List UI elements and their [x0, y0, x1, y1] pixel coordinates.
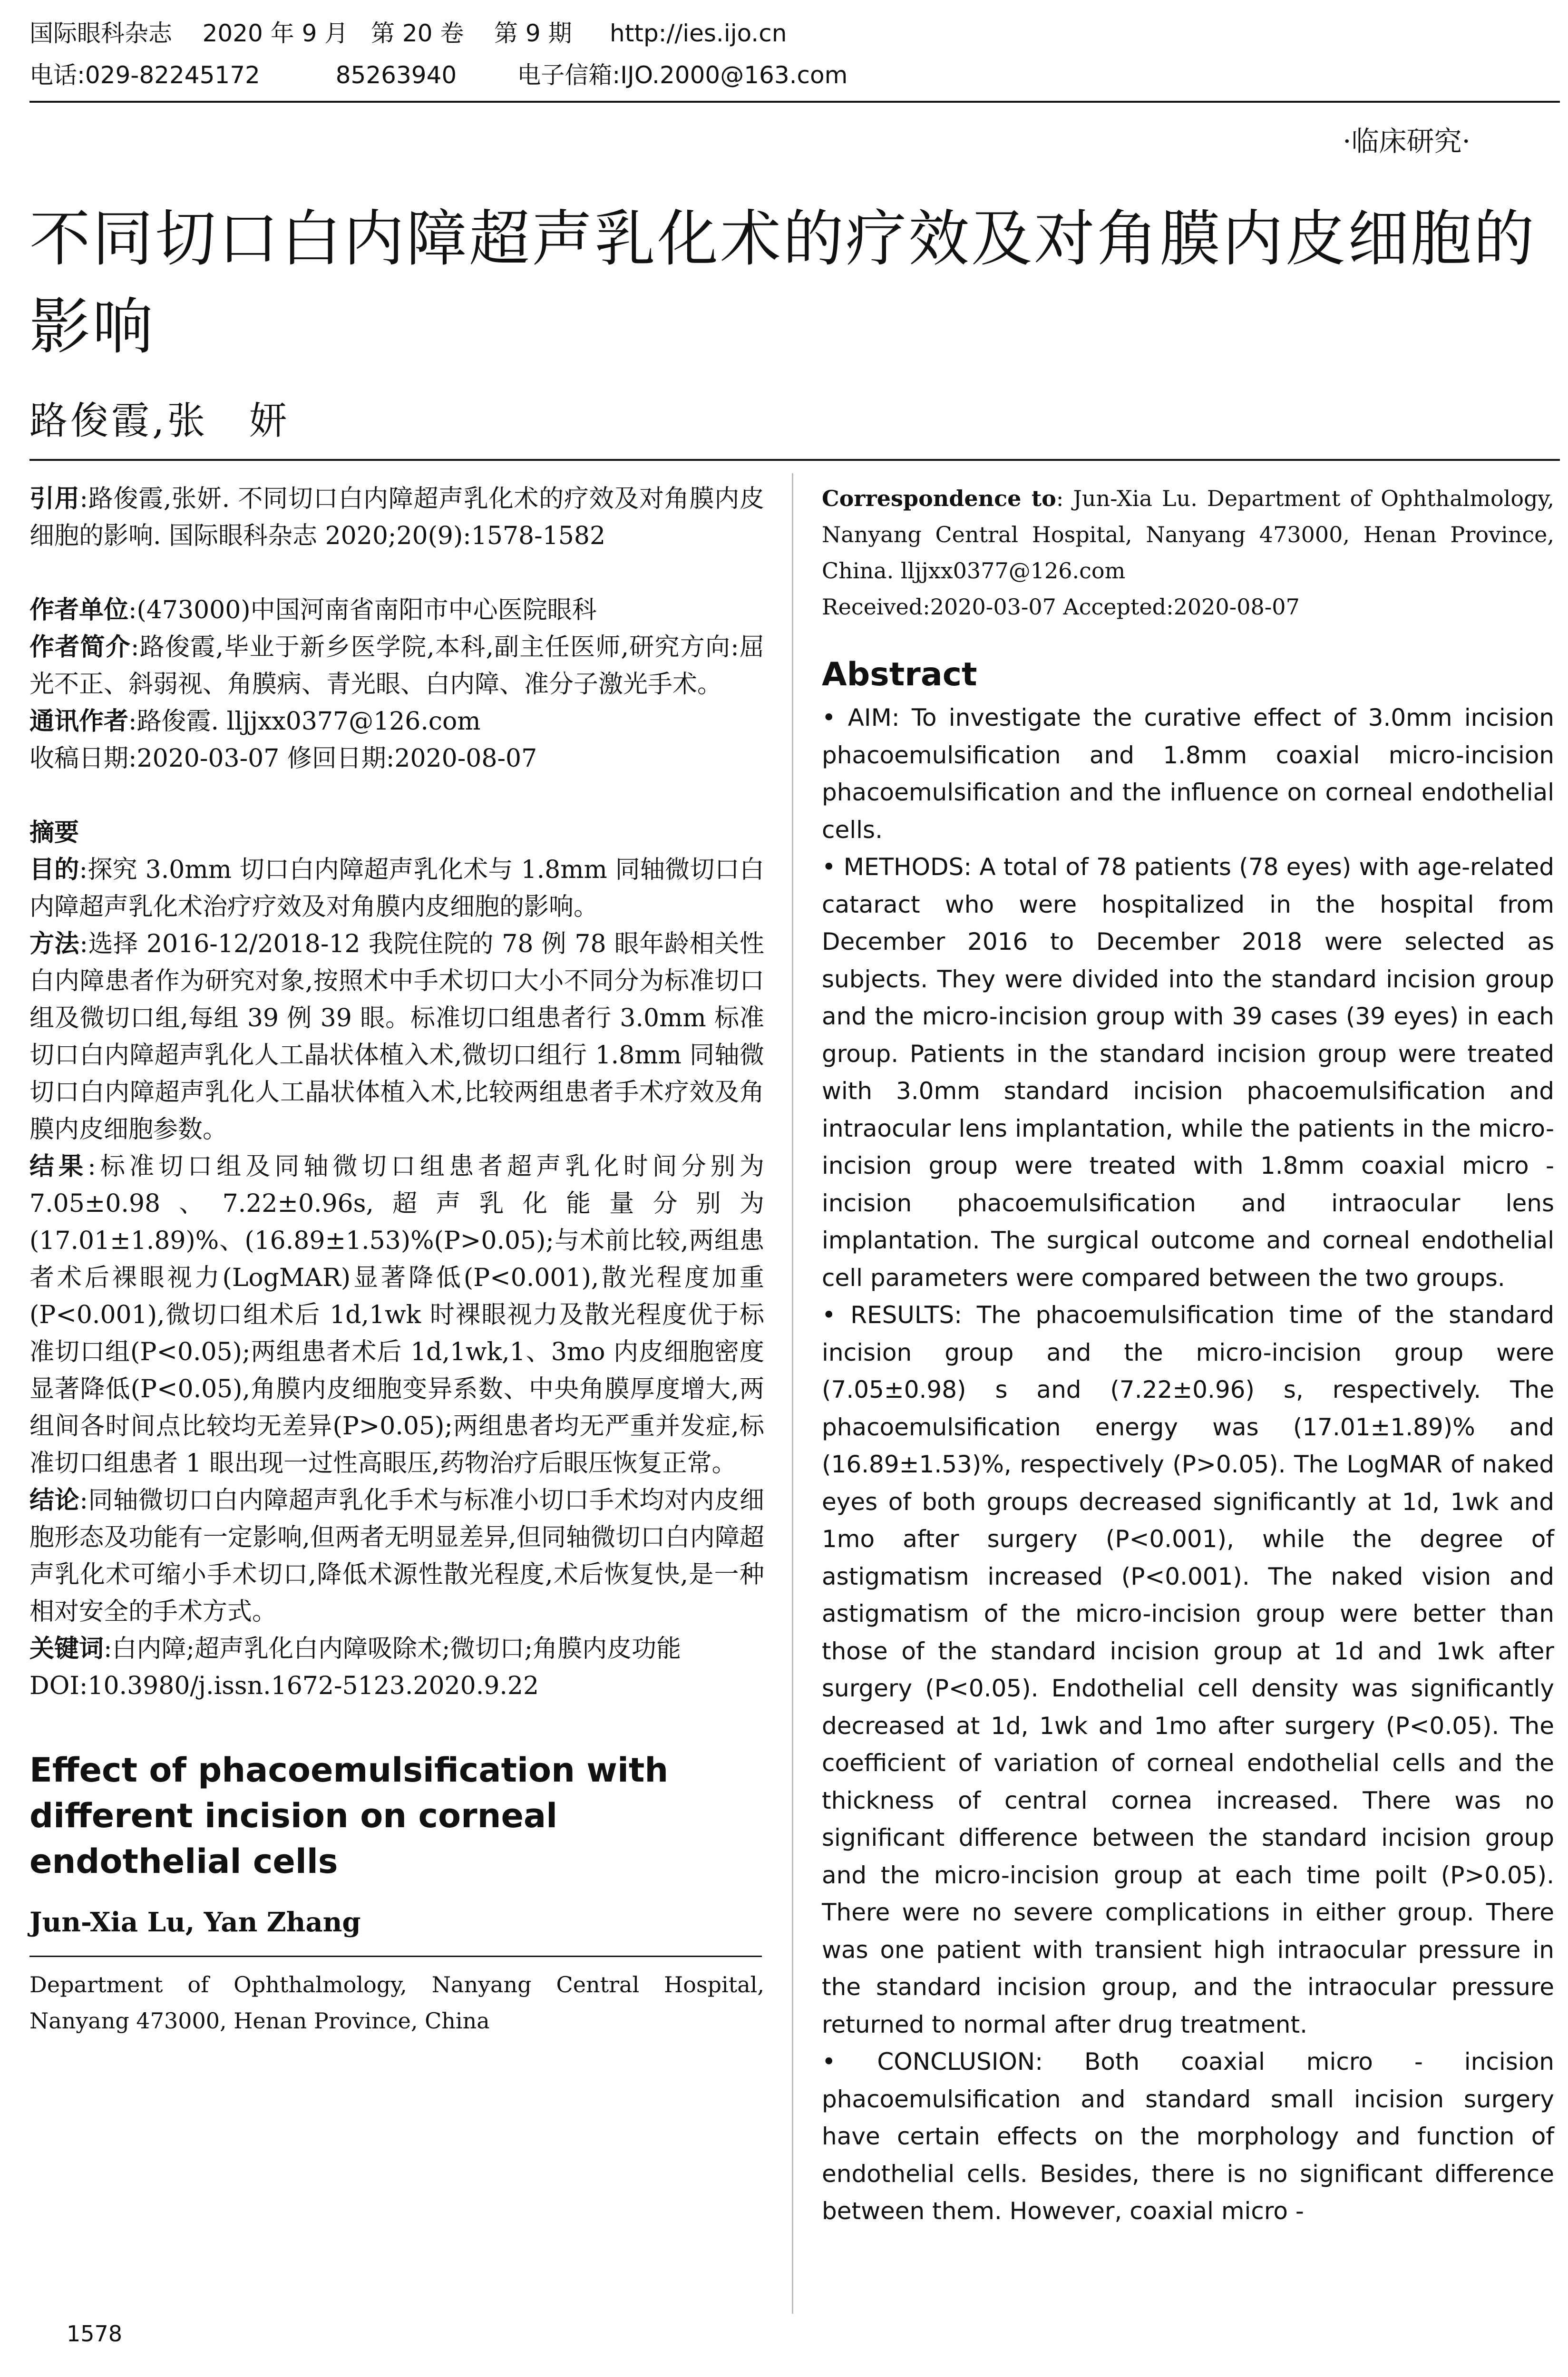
bio-label: 作者简介 — [29, 633, 131, 662]
corr-text-cn: :路俊霞. lljjxx0377@126.com — [128, 707, 481, 736]
section-tag: ·临床研究· — [1343, 125, 1471, 157]
left-column — [29, 480, 764, 2039]
aim-cn — [29, 851, 764, 925]
abstract-heading-cn-text: 摘要 — [29, 818, 79, 847]
journal-header-line2: 电话:029-82245172 85263940 电子信箱:IJO.2000@163.com — [29, 61, 848, 89]
right-column — [822, 480, 1554, 2230]
results-en: • RESULTS: The phacoemulsification time of the standard incision group and the micro-incision group were (7.05±0.98) s and (7.22±0.96) s, respectively. The phacoemulsification energy was (17.01±1.89)% and (16.89±1.53)%, respectively (P>0.05). The LogMAR of naked eyes of both groups decreased significantly at 1d, 1wk and 1mo after surgery (P<0.001), while the degree of astigmatism increased (P<0.001). The naked vision and astigmatism of the micro-incision group were better than those of the standard incision group at 1d and 1wk after surgery (P<0.05). Endothelial cell density was significantly decreased at 1d, 1wk and 1mo after surgery (P<0.05). The coefficient of variation of corneal endothelial cells and the thickness of central cornea increased. There was no significant difference between the standard incision group and the micro-incision group at each time poilt (P>0.05). There were no severe complications in either group. There was one patient with transient high intraocular pressure in the standard incision group, and the intraocular pressure returned to normal after drug treatment. — [822, 1301, 1554, 2038]
unit-label: 作者单位 — [29, 596, 129, 624]
citation-text: :路俊霞,张妍. 不同切口白内障超声乳化术的疗效及对角膜内皮细胞的影响. 国际眼科杂志 2020;20(9):1578-1582 — [29, 485, 764, 550]
author-bio — [29, 629, 764, 703]
results-label-cn: 结果 — [29, 1152, 88, 1181]
corr-text-en: : Jun-Xia Lu. Department of Ophthalmology, Nanyang Central Hospital, Nanyang 473000, Henan Province, China. lljjxx0377@126.com — [822, 486, 1554, 584]
english-affiliation: Department of Ophthalmology, Nanyang Central Hospital, Nanyang 473000, Henan Province, China — [29, 1972, 764, 2034]
conclusion-en: • CONCLUSION: Both coaxial micro - incision phacoemulsification and standard small incision surgery have certain effects on the morphology and function of endothelial cells. Besides, there is no significant difference between them. However, coaxial micro - — [822, 2048, 1554, 2225]
aim-label-cn: 目的 — [29, 856, 79, 884]
doi: DOI:10.3980/j.issn.1672-5123.2020.9.22 — [29, 1672, 539, 1700]
bio-text: :路俊霞,毕业于新乡医学院,本科,副主任医师,研究方向:屈光不正、斜弱视、角膜病、青光眼、白内障、准分子激光手术。 — [29, 633, 764, 699]
article-title: 不同切口白内障超声乳化术的疗效及对角膜内皮细胞的影响 — [29, 204, 1537, 362]
methods-en: • METHODS: A total of 78 patients (78 eyes) with age-related cataract who were hospitalized in the hospital from December 2016 to December 2018 were selected as subjects. They were divided into the standard incision group and the micro-incision group with 39 cases (39 eyes) in each group. Patients in the standard incision group were treated with 3.0mm standard incision phacoemulsification and intraocular lens implantation, while the patients in the micro-incision group were treated with 1.8mm coaxial micro - incision phacoemulsification and intraocular lens implantation. The surgical outcome and corneal endothelial cell parameters were compared between the two groups. — [822, 853, 1554, 1292]
abstract-heading-cn — [29, 814, 764, 851]
received-accepted: Received:2020-03-07 Accepted:2020-08-07 — [822, 594, 1300, 620]
abstract-heading-en: Abstract — [822, 656, 977, 693]
header-rule — [29, 101, 1560, 103]
corr-label-cn: 通讯作者 — [29, 707, 129, 736]
dates-cn: 收稿日期:2020-03-07 修回日期:2020-08-07 — [29, 744, 537, 773]
methods-text-cn: :选择 2016-12/2018-12 我院住院的 78 例 78 眼年龄相关性白内障患者作为研究对象,按照术中手术切口大小不同分为标准切口组及微切口组,每组 39 例 39 眼。标准切口组患者行 3.0mm 标准切口白内障超声乳化人工晶状体植入术,微切口组行 1.8mm 同轴微切口白内障超声乳化人工晶状体植入术,比较两组患者手术疗效及角膜内皮细胞参数。 — [29, 930, 764, 1144]
author-unit — [29, 592, 764, 629]
correspondence-en — [822, 480, 1554, 589]
affiliation-rule — [29, 1956, 762, 1957]
citation-label: 引用 — [29, 485, 80, 513]
results-cn — [29, 1148, 764, 1482]
keywords-cn — [29, 1630, 764, 1667]
english-title: Effect of phacoemulsification with different incision on corneal endothelial cells — [29, 1751, 669, 1881]
keywords-text-cn: :白内障;超声乳化白内障吸除术;微切口;角膜内皮功能 — [104, 1635, 682, 1663]
title-rule — [29, 459, 1560, 461]
unit-text: :(473000)中国河南省南阳市中心医院眼科 — [128, 596, 597, 624]
journal-header-line1: 国际眼科杂志 2020 年 9 月 第 20 卷 第 9 期 http://ies.ijo.cn — [29, 19, 787, 47]
methods-cn — [29, 925, 764, 1148]
keywords-label-cn: 关键词 — [29, 1635, 104, 1663]
authors-cn: 路俊霞,张 妍 — [29, 399, 290, 443]
results-text-cn: :标准切口组及同轴微切口组患者超声乳化时间分别为 7.05±0.98、7.22±0.96s,超声乳化能量分别为(17.01±1.89)%、(16.89±1.53)%(P>0.05);与术前比较,两组患者术后裸眼视力(LogMAR)显著降低(P<0.001),散光程度加重(P<0.001),微切口组术后 1d,1wk 时裸眼视力及散光程度优于标准切口组(P<0.05);两组患者术后 1d,1wk,1、3mo 内皮细胞密度显著降低(P<0.05),角膜内皮细胞变异系数、中央角膜厚度增大,两组间各时间点比较均无差异(P>0.05);两组患者均无严重并发症,标准切口组患者 1 眼出现一过性高眼压,药物治疗后眼压恢复正常。 — [29, 1152, 764, 1478]
page-number: 1578 — [67, 2321, 123, 2347]
conclusion-label-cn: 结论 — [29, 1486, 80, 1515]
corr-label-en: Correspondence to — [822, 486, 1056, 511]
aim-en: • AIM: To investigate the curative effect of 3.0mm incision phacoemulsification and 1.8mm coaxial micro-incision phacoemulsification and the influence on corneal endothelial cells. — [822, 704, 1554, 844]
aim-text-cn: :探究 3.0mm 切口白内障超声乳化术与 1.8mm 同轴微切口白内障超声乳化术治疗疗效及对角膜内皮细胞的影响。 — [29, 856, 764, 921]
conclusion-text-cn: :同轴微切口白内障超声乳化手术与标准小切口手术均对内皮细胞形态及功能有一定影响,但两者无明显差异,但同轴微切口白内障超声乳化术可缩小手术切口,降低术源性散光程度,术后恢复快,是一种相对安全的手术方式。 — [29, 1486, 764, 1626]
english-authors: Jun-Xia Lu, Yan Zhang — [29, 1907, 361, 1938]
corresponding-author — [29, 703, 764, 740]
methods-label-cn: 方法 — [29, 930, 80, 958]
conclusion-cn — [29, 1482, 764, 1630]
column-divider — [792, 473, 793, 2314]
citation — [29, 480, 764, 555]
